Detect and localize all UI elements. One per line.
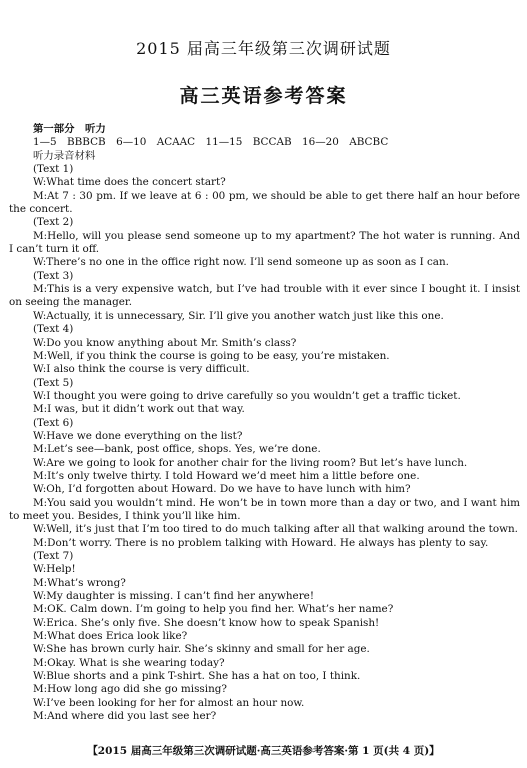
dialogue-line: M:What’s wrong?	[33, 576, 126, 589]
document-title: 高三英语参考答案	[179, 85, 348, 107]
dialogue-line: M:At 7 : 30 pm. If we leave at 6 : 00 pm, we should be able to get there half an hour before the concert.	[9, 189, 520, 216]
dialogue-line: M:I was, but it didn’t work out that way.	[33, 403, 245, 416]
dialogue-line: M:This is a very expensive watch, but I’ve had trouble with it ever since I bought it. I insist on seeing the manager.	[9, 283, 520, 309]
dialogue-line: W:My daughter is missing. I can’t find her anywhere!	[33, 590, 315, 603]
dialogue-line: M:You said you wouldn’t mind. He won’t be in town more than a day or two, and I want him to meet you. Besides, I think you’ll like him.	[9, 496, 520, 522]
page-footer: 【2015 届高三年级第三次调研试题·高三英语参考答案·第 1 页(共 4 页)】	[87, 745, 440, 757]
text-heading: (Text 6)	[33, 416, 74, 429]
dialogue-line: M:What does Erica look like?	[33, 630, 188, 643]
exam-title: 2015 届高三年级第三次调研试题	[136, 39, 391, 58]
dialogue-line: W:Oh, I’d forgotten about Howard. Do we have to have lunch with him?	[33, 483, 411, 496]
text-heading: (Text 2)	[33, 216, 74, 229]
dialogue-line: M:Don’t worry. There is no problem talking with Howard. He always has plenty to say.	[33, 536, 489, 549]
text-heading: (Text 3)	[33, 269, 74, 282]
dialogue-line: W:Have we done everything on the list?	[33, 429, 243, 442]
dialogue-line: M:OK. Calm down. I’m going to help you find her. What’s her name?	[33, 603, 394, 616]
dialogue-line: W:Actually, it is unnecessary, Sir. I’ll give you another watch just like this one.	[33, 309, 444, 322]
dialogue-line: M:And where did you last see her?	[33, 710, 217, 723]
dialogue-line: W:Blue shorts and a pink T-shirt. She has a hat on too, I think.	[33, 670, 361, 683]
dialogue-line: M:Let’s see—bank, post office, shops. Yes, we’re done.	[33, 443, 321, 456]
dialogue-line: M:Well, if you think the course is going to be easy, you’re mistaken.	[33, 349, 390, 362]
dialogue-line: W:Help!	[33, 563, 76, 576]
section-heading: 第一部分 听力	[33, 123, 106, 135]
dialogue-line: W:Do you know anything about Mr. Smith’s class?	[33, 336, 297, 349]
text-heading: (Text 7)	[33, 550, 74, 562]
dialogue-line: W:She has brown curly hair. She’s skinny and small for her age.	[33, 643, 370, 656]
dialogue-line: M:Hello, will you please send someone up to my apartment? The hot water is running. And I can’t turn it off.	[9, 229, 520, 256]
dialogue-line: W:There’s no one in the office right now. I’ll send someone up as soon as I can.	[33, 256, 449, 269]
dialogue-line: W:I also think the course is very difficult.	[33, 363, 250, 376]
answer-content	[9, 123, 520, 723]
text-heading: (Text 5)	[33, 376, 74, 389]
dialogue-line: W:Are we going to look for another chair for the living room? But let’s have lunch.	[33, 456, 468, 469]
material-heading: 听力录音材料	[33, 149, 96, 162]
dialogue-line: M:Okay. What is she wearing today?	[33, 656, 225, 669]
answer-key: 1—5 BBBCB 6—10 ACAAC 11—15 BCCAB 16—20 ABCBC	[33, 136, 389, 149]
dialogue-line: M:It’s only twelve thirty. I told Howard we’d meet him a little before one.	[33, 469, 420, 482]
dialogue-line: W:Well, it’s just that I’m too tired to do much talking after all that walking around the town.	[33, 523, 518, 536]
dialogue-line: W:What time does the concert start?	[33, 176, 226, 189]
text-heading: (Text 1)	[33, 163, 74, 176]
dialogue-line: W:Erica. She’s only five. She doesn’t know how to speak Spanish!	[33, 616, 380, 629]
text-heading: (Text 4)	[33, 323, 74, 336]
dialogue-line: W:I thought you were going to drive carefully so you wouldn’t get a traffic ticket.	[33, 389, 461, 402]
dialogue-line: M:How long ago did she go missing?	[33, 683, 227, 696]
dialogue-line: W:I’ve been looking for her for almost an hour now.	[33, 696, 305, 709]
